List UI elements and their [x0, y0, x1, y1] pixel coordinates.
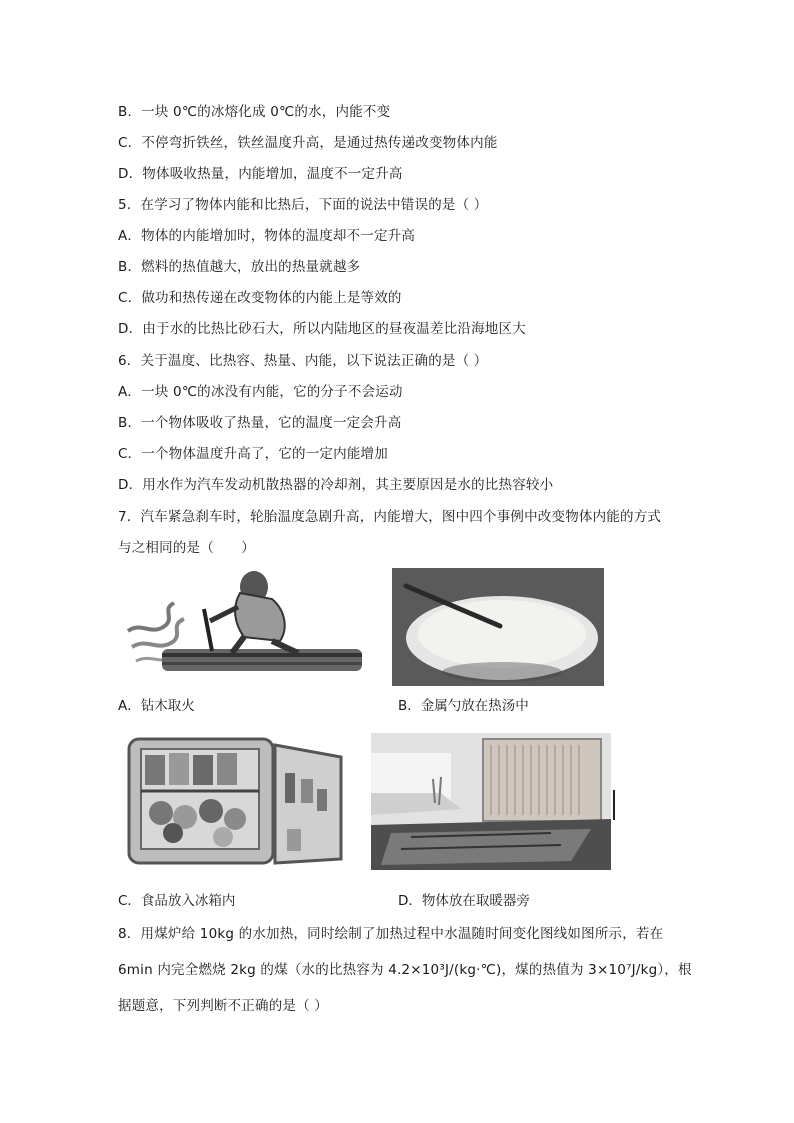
caption-d: D．物体放在取暖器旁 [398, 893, 530, 909]
option-b-line: B．一块 0℃的冰熔化成 0℃的水，内能不变 [118, 104, 391, 120]
question-5-option-d: D．由于水的比热比砂石大，所以内陆地区的昼夜温差比沿海地区大 [118, 321, 526, 337]
question-7-line-1: 7．汽车紧急刹车时，轮胎温度急剧升高，内能增大，图中四个事例中改变物体内能的方式 [118, 509, 662, 525]
option-c-line: C．不停弯折铁丝，铁丝温度升高，是通过热传递改变物体内能 [118, 135, 498, 151]
question-5-option-b: B．燃料的热值越大，放出的热量就越多 [118, 259, 361, 275]
question-6-option-c: C．一个物体温度升高了，它的一定内能增加 [118, 446, 388, 462]
fridge-image [127, 733, 352, 868]
question-8-line-3: 据题意，下列判断不正确的是（ ） [118, 998, 328, 1014]
option-d-line: D．物体吸收热量，内能增加，温度不一定升高 [118, 166, 403, 182]
question-7-line-2: 与之相同的是（ ） [118, 540, 255, 556]
question-5: 5．在学习了物体内能和比热后，下面的说法中错误的是（ ） [118, 197, 488, 213]
question-6: 6．关于温度、比热容、热量、内能，以下说法正确的是（ ） [118, 353, 488, 369]
heater-image [371, 733, 611, 870]
question-8-line-1: 8．用煤炉给 10kg 的水加热，同时绘制了加热过程中水温随时间变化图线如图所示，若在 [118, 926, 664, 942]
drill-fire-image [122, 563, 366, 685]
question-8-line-2: 6min 内完全燃烧 2kg 的煤（水的比热容为 4.2×10³J/(kg·℃)，煤的热值为 3×10⁷J/kg），根 [118, 962, 692, 978]
spoon-in-soup-image [392, 568, 604, 686]
caption-b: B．金属勺放在热汤中 [398, 698, 529, 714]
question-5-option-a: A．物体的内能增加时，物体的温度却不一定升高 [118, 228, 416, 244]
question-6-option-b: B．一个物体吸收了热量，它的温度一定会升高 [118, 415, 402, 431]
caption-a: A．钻木取火 [118, 698, 195, 714]
divider-mark [613, 790, 615, 820]
question-6-option-a: A．一块 0℃的冰没有内能，它的分子不会运动 [118, 384, 403, 400]
caption-c: C．食品放入冰箱内 [118, 893, 236, 909]
question-6-option-d: D．用水作为汽车发动机散热器的冷却剂，其主要原因是水的比热容较小 [118, 477, 554, 493]
question-5-option-c: C．做功和热传递在改变物体的内能上是等效的 [118, 290, 402, 306]
